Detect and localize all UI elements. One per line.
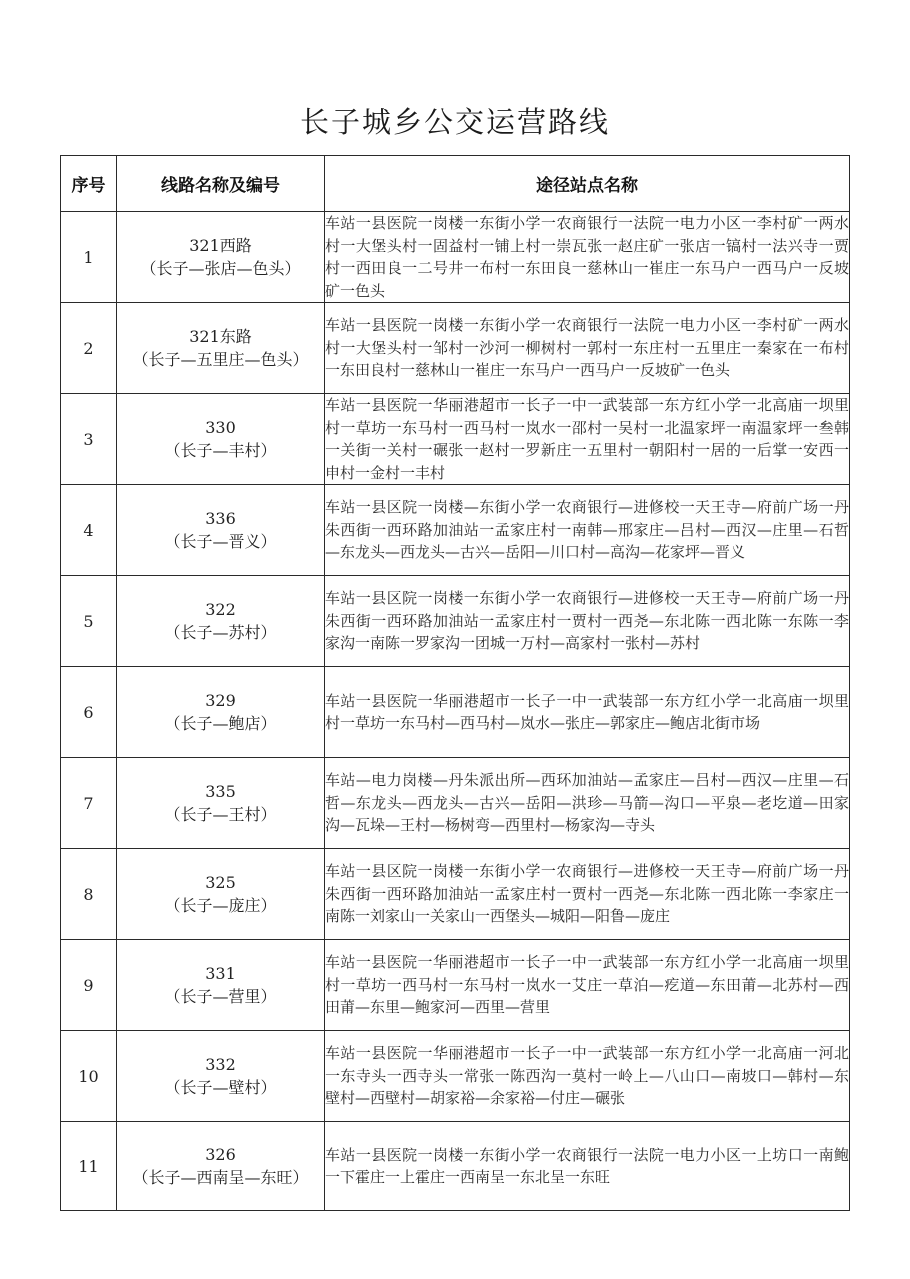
route-code: 331: [205, 964, 236, 983]
route-code: 336: [205, 509, 236, 528]
table-row: [61, 1122, 850, 1211]
route-rows: [61, 212, 850, 1211]
route-stops: 车站一县医院一岗楼一东街小学一农商银行一法院一电力小区一上坊口一南鲍一下霍庄一上霍庄一西南呈一东北呈一东旺: [325, 1122, 850, 1211]
table-row: [61, 1031, 850, 1122]
route-name: [117, 667, 325, 758]
table-header-row: [61, 156, 850, 212]
route-name: [117, 576, 325, 667]
document-title: 长子城乡公交运营路线: [299, 105, 610, 139]
route-name: [117, 1122, 325, 1211]
route-via: （长子—丰村）: [164, 441, 277, 460]
route-name: [117, 485, 325, 576]
route-name: [117, 394, 325, 485]
route-via: （长子—庞庄）: [164, 896, 277, 915]
route-no: 9: [61, 940, 117, 1031]
route-stops: 车站一县医院一华丽港超市一长子一中一武装部一东方红小学一北高庙一河北一东寺头一西寺头一常张一陈西沟一莫村一岭上—八山口—南坡口—韩村—东壁村—西壁村—胡家裕—余家裕—付庄—碾张: [325, 1031, 850, 1122]
route-stops: 车站一县医院一华丽港超市一长子一中一武装部一东方红小学一北高庙一坝里村一草坊一东马村一西马村一岚水一邵村一吴村一北温家坪一南温家坪一叁韩一关街一关村一碾张一赵村一罗新庄一五里村一朝阳村一居的一后掌一安西一申村一金村一丰村: [325, 394, 850, 485]
table-row: [61, 394, 850, 485]
table-row: [61, 849, 850, 940]
route-code: 322: [205, 600, 236, 619]
table-row: [61, 303, 850, 394]
route-stops: 车站一县医院一华丽港超市一长子一中一武装部一东方红小学一北高庙一坝里村一草坊一西马村一东马村一岚水一艾庄一草泊—疙道—东田莆—北苏村—西田莆—东里—鲍家河—西里—营里: [325, 940, 850, 1031]
route-code: 330: [205, 418, 236, 437]
route-no: 5: [61, 576, 117, 667]
table-row: [61, 940, 850, 1031]
route-via: （长子—西南呈—东旺）: [132, 1168, 309, 1187]
table-row: [61, 576, 850, 667]
route-via: （长子—张店—色头）: [140, 259, 301, 278]
route-name: [117, 758, 325, 849]
table-row: [61, 485, 850, 576]
route-no: 7: [61, 758, 117, 849]
route-code: 332: [205, 1055, 236, 1074]
route-via: （长子—营里）: [164, 987, 277, 1006]
route-stops: 车站一县区院一岗楼—东街小学一农商银行—进修校一天王寺—府前广场一丹朱西街一西环路加油站一孟家庄村一南韩—邢家庄—吕村—西汉—庄里—石哲—东龙头—西龙头—古兴—岳阳—川口村—高沟—花家坪—晋义: [325, 485, 850, 576]
header-no: 序号: [61, 156, 117, 212]
route-no: 8: [61, 849, 117, 940]
route-name: [117, 212, 325, 303]
table-row: [61, 212, 850, 303]
route-no: 4: [61, 485, 117, 576]
route-stops: 车站一县医院一华丽港超市一长子一中一武装部一东方红小学一北高庙一坝里村一草坊一东马村—西马村—岚水—张庄—郭家庄—鲍店北街市场: [325, 667, 850, 758]
route-name: [117, 1031, 325, 1122]
route-via: （长子—壁村）: [164, 1078, 277, 1097]
route-via: （长子—晋义）: [164, 532, 277, 551]
route-stops: 车站一县区院一岗楼一东街小学一农商银行—进修校一天王寺—府前广场一丹朱西街一西环路加油站一孟家庄村一贾村一西尧—东北陈一西北陈一李家庄一南陈一刘家山一关家山一西堡头—城阳—阳鲁—庞庄: [325, 849, 850, 940]
route-no: 10: [61, 1031, 117, 1122]
routes-table: [60, 155, 850, 1211]
route-via: （长子—苏村）: [164, 623, 277, 642]
route-via: （长子—鲍店）: [164, 714, 277, 733]
route-code: 335: [205, 782, 236, 801]
route-via: （长子—五里庄—色头）: [132, 350, 309, 369]
route-code: 329: [205, 691, 236, 710]
route-stops: 车站一县区院一岗楼一东街小学一农商银行—进修校一天王寺—府前广场一丹朱西街一西环路加油站一孟家庄村一贾村一西尧—东北陈一西北陈一东陈一李家沟一南陈一罗家沟一团城一万村—高家村一张村—苏村: [325, 576, 850, 667]
table-row: [61, 667, 850, 758]
route-name: [117, 849, 325, 940]
route-stops: 车站一县医院一岗楼一东街小学一农商银行一法院一电力小区一李村矿一两水村一大堡头村一邹村一沙河一柳树村一郭村一东庄村一五里庄一秦家在一布村一东田良村一慈林山一崔庄一东马户一西马户一反坡矿一色头: [325, 303, 850, 394]
route-via: （长子—王村）: [164, 805, 277, 824]
route-no: 6: [61, 667, 117, 758]
route-name: [117, 303, 325, 394]
route-no: 2: [61, 303, 117, 394]
route-code: 321西路: [189, 236, 252, 255]
route-code: 325: [205, 873, 236, 892]
table-row: [61, 758, 850, 849]
header-stops: 途径站点名称: [325, 156, 850, 212]
route-no: 1: [61, 212, 117, 303]
route-no: 11: [61, 1122, 117, 1211]
route-code: 326: [205, 1145, 236, 1164]
route-code: 321东路: [189, 327, 252, 346]
route-stops: 车站一县医院一岗楼一东街小学一农商银行一法院一电力小区一李村矿一两水村一大堡头村一固益村一铺上村一崇瓦张一赵庄矿一张店一镐村一法兴寺一贾村一西田良一二号井一布村一东田良一慈林山一崔庄一东马户一西马户一反坡矿一色头: [325, 212, 850, 303]
route-name: [117, 940, 325, 1031]
route-stops: 车站—电力岗楼—丹朱派出所—西环加油站—孟家庄—吕村—西汉—庄里—石哲—东龙头—西龙头—古兴—岳阳—洪珍—马箭—沟口—平泉—老圪道—田家沟—瓦垛—王村—杨树弯—西里村—杨家沟—寺头: [325, 758, 850, 849]
route-no: 3: [61, 394, 117, 485]
header-route-name: 线路名称及编号: [117, 156, 325, 212]
